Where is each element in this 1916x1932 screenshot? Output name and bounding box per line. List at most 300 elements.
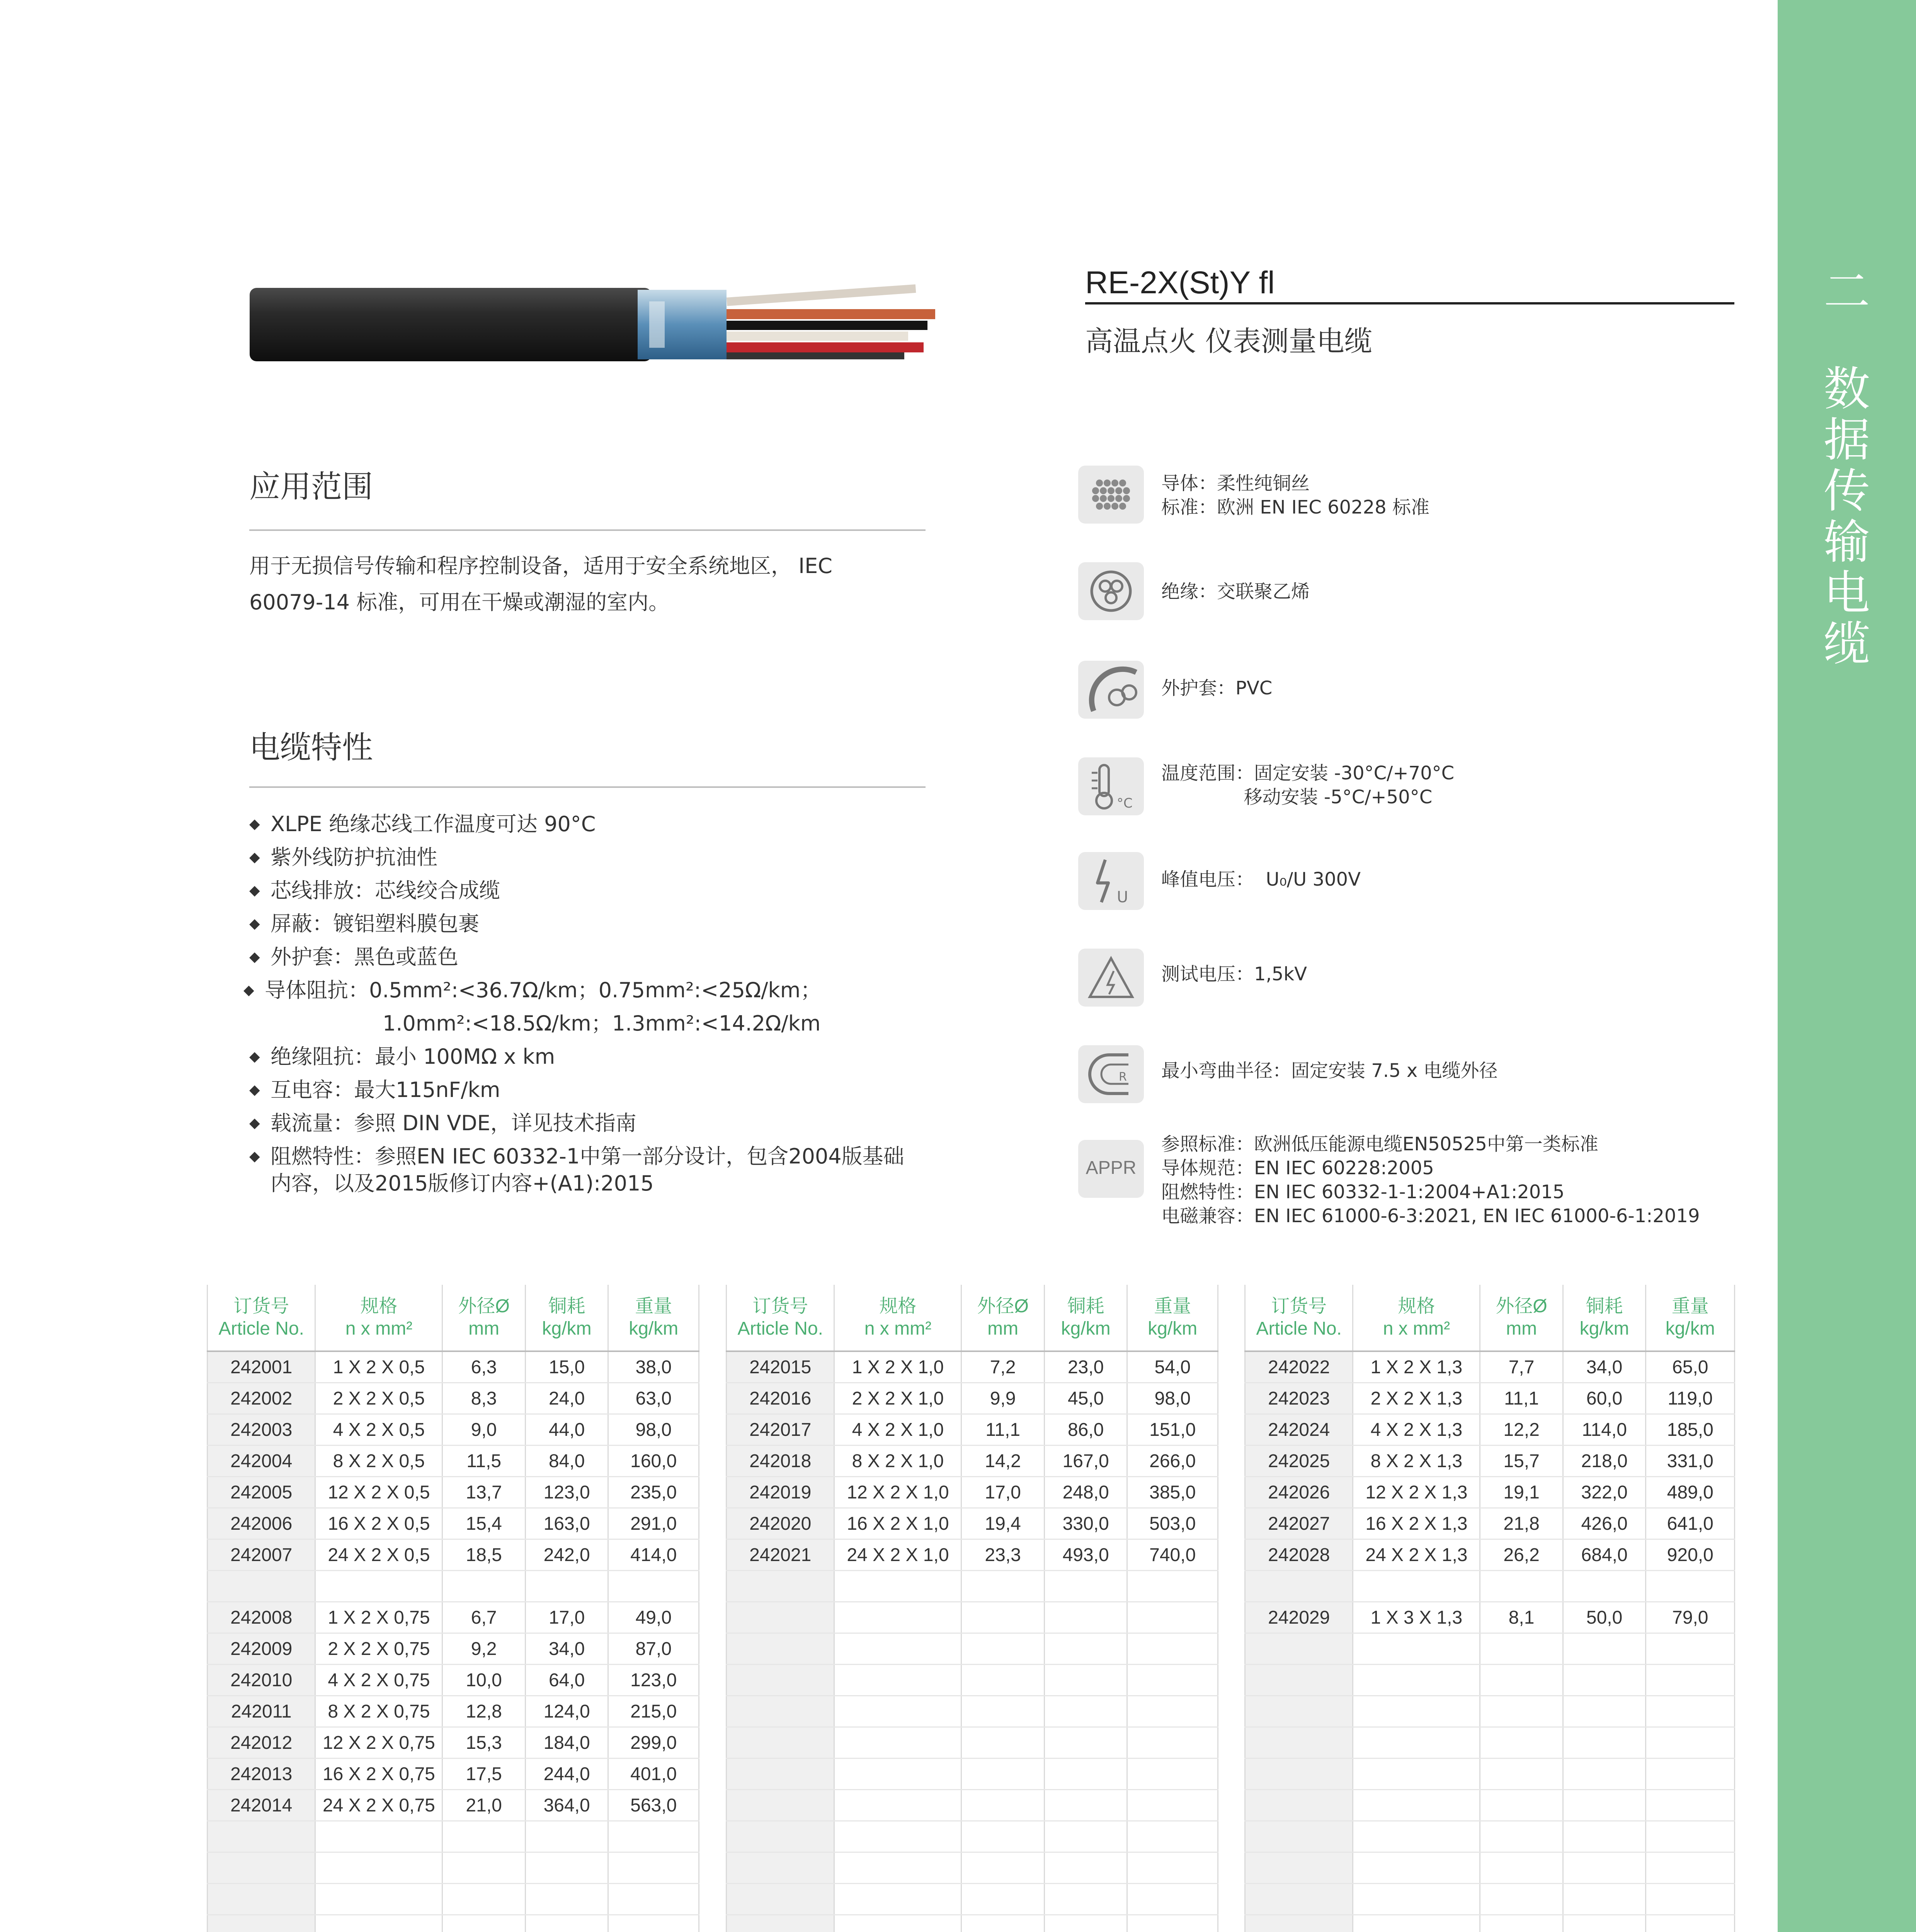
table-cell: 26,2 xyxy=(1480,1539,1563,1571)
table-cell: 34,0 xyxy=(525,1633,608,1665)
table-cell: 60,0 xyxy=(1563,1383,1646,1414)
table-cell xyxy=(1127,1727,1218,1759)
table-cell: 242011 xyxy=(208,1696,315,1727)
table-cell: 12,2 xyxy=(1480,1414,1563,1446)
table-cell: 2 X 2 X 1,0 xyxy=(834,1383,961,1414)
feature-item: ◆ 阻燃特性：参照EN IEC 60332-1中第一部分设计，包含2004版基础 内容，以及2015版修订内容+(A1):2015 xyxy=(249,1143,945,1197)
table-cell xyxy=(961,1821,1044,1852)
table-row xyxy=(1245,1915,1735,1932)
conductor-strands-icon xyxy=(1078,466,1144,524)
table-cell xyxy=(1245,1915,1353,1932)
table-cell xyxy=(1044,1884,1127,1915)
table-cell: 7,2 xyxy=(961,1351,1044,1383)
table-cell xyxy=(727,1571,834,1602)
table-cell xyxy=(1563,1915,1646,1932)
table-cell xyxy=(1353,1852,1480,1884)
table-cell xyxy=(1563,1727,1646,1759)
table-cell: 242005 xyxy=(208,1477,315,1508)
table-cell: 21,0 xyxy=(442,1790,525,1821)
table-cell xyxy=(525,1884,608,1915)
table-cell xyxy=(1044,1602,1127,1633)
table-cell xyxy=(1127,1915,1218,1932)
diamond-bullet-icon: ◆ xyxy=(249,1115,260,1131)
table-cell: 24 X 2 X 1,0 xyxy=(834,1539,961,1571)
table-cell xyxy=(608,1852,699,1884)
table-cell: 242013 xyxy=(208,1759,315,1790)
column-header-en: kg/km xyxy=(1579,1318,1629,1339)
table-cell: 11,5 xyxy=(442,1446,525,1477)
column-header-cn: 规格 xyxy=(879,1296,917,1316)
table-cell xyxy=(1127,1571,1218,1602)
table-cell xyxy=(525,1821,608,1852)
table-row xyxy=(727,1477,1218,1508)
table-cell: 4 X 2 X 0,5 xyxy=(315,1414,442,1446)
column-header-en: kg/km xyxy=(542,1318,592,1339)
section-divider xyxy=(249,529,926,531)
column-header-cn: 订货号 xyxy=(1271,1296,1327,1316)
column-header xyxy=(442,1285,525,1351)
column-header-en: kg/km xyxy=(1148,1318,1198,1339)
table-cell xyxy=(727,1852,834,1884)
column-header-en: Article No. xyxy=(737,1318,823,1339)
table-cell xyxy=(1480,1821,1563,1852)
table-cell xyxy=(1646,1759,1735,1790)
column-header-en: Article No. xyxy=(218,1318,304,1339)
table-cell xyxy=(1353,1727,1480,1759)
table-cell: 114,0 xyxy=(1563,1414,1646,1446)
table-cell: 1 X 2 X 1,3 xyxy=(1353,1351,1480,1383)
diamond-bullet-icon: ◆ xyxy=(249,1148,260,1164)
table-cell: 24,0 xyxy=(525,1383,608,1414)
chapter-title xyxy=(1778,267,1916,670)
table-cell: 19,1 xyxy=(1480,1477,1563,1508)
feature-item: ◆ 外护套：黑色或蓝色 xyxy=(249,940,945,974)
table-cell xyxy=(1245,1727,1353,1759)
column-header-cn: 铜耗 xyxy=(1586,1296,1623,1316)
table-cell xyxy=(1127,1821,1218,1852)
column-header-en: n x mm² xyxy=(864,1318,932,1339)
column-header-en: kg/km xyxy=(1061,1318,1111,1339)
table-cell xyxy=(1353,1821,1480,1852)
table-row xyxy=(727,1915,1218,1932)
table-cell xyxy=(1127,1884,1218,1915)
svg-text:R: R xyxy=(1119,1070,1127,1084)
table-cell: 50,0 xyxy=(1563,1602,1646,1633)
diamond-bullet-icon: ◆ xyxy=(249,816,260,832)
column-header xyxy=(1245,1285,1353,1351)
table-cell xyxy=(1044,1852,1127,1884)
table-cell: 15,0 xyxy=(525,1351,608,1383)
column-header-cn: 外径Ø xyxy=(1496,1296,1547,1316)
table-cell xyxy=(1245,1696,1353,1727)
feature-item: ◆ 屏蔽：镀铝塑料膜包裹 xyxy=(249,907,945,940)
features-heading: 电缆特性 xyxy=(249,730,373,765)
table-cell xyxy=(1353,1571,1480,1602)
spec-peak-voltage-text: 峰值电压： U₀/U 300V xyxy=(1161,869,1361,890)
table-row xyxy=(727,1759,1218,1790)
table-row xyxy=(208,1383,699,1414)
table-cell: 49,0 xyxy=(608,1602,699,1633)
table-cell: 13,7 xyxy=(442,1477,525,1508)
table-cell xyxy=(208,1571,315,1602)
table-cell xyxy=(1245,1665,1353,1696)
table-cell xyxy=(1245,1633,1353,1665)
spec-insulation-text: 绝缘：交联聚乙烯 xyxy=(1161,581,1310,602)
table-cell: 242021 xyxy=(727,1539,834,1571)
table-cell: 8 X 2 X 0,5 xyxy=(315,1446,442,1477)
column-header-en: n x mm² xyxy=(1383,1318,1450,1339)
table-cell xyxy=(208,1884,315,1915)
table-cell xyxy=(1245,1884,1353,1915)
table-cell xyxy=(1480,1852,1563,1884)
table-cell xyxy=(961,1884,1044,1915)
table-cell xyxy=(834,1915,961,1932)
table-cell xyxy=(834,1696,961,1727)
column-header-cn: 外径Ø xyxy=(977,1296,1029,1316)
table-cell: 244,0 xyxy=(525,1759,608,1790)
table-cell: 45,0 xyxy=(1044,1383,1127,1414)
table-row xyxy=(1245,1633,1735,1665)
table-cell xyxy=(442,1915,525,1932)
column-header-cn: 订货号 xyxy=(233,1296,289,1316)
column-header-en: mm xyxy=(468,1318,500,1339)
table-cell: 1 X 2 X 0,5 xyxy=(315,1351,442,1383)
table-cell xyxy=(1480,1790,1563,1821)
table-cell: 242004 xyxy=(208,1446,315,1477)
table-cell xyxy=(727,1821,834,1852)
table-row xyxy=(1245,1696,1735,1727)
column-header xyxy=(1646,1285,1735,1351)
table-cell: 16 X 2 X 1,0 xyxy=(834,1508,961,1539)
table-cell xyxy=(1245,1852,1353,1884)
table-row xyxy=(727,1633,1218,1665)
table-row xyxy=(208,1571,699,1602)
table-cell xyxy=(1353,1665,1480,1696)
table-cell xyxy=(1646,1852,1735,1884)
table-cell xyxy=(961,1571,1044,1602)
table-row xyxy=(208,1539,699,1571)
table-row xyxy=(208,1602,699,1633)
table-cell: 2 X 2 X 0,75 xyxy=(315,1633,442,1665)
table-cell xyxy=(1044,1571,1127,1602)
table-cell xyxy=(961,1602,1044,1633)
table-cell: 242018 xyxy=(727,1446,834,1477)
table-row xyxy=(1245,1539,1735,1571)
table-cell: 2 X 2 X 0,5 xyxy=(315,1383,442,1414)
table-cell: 11,1 xyxy=(961,1414,1044,1446)
table-row xyxy=(727,1821,1218,1852)
spec-sheath-text: 外护套：PVC xyxy=(1161,677,1273,699)
table-cell: 185,0 xyxy=(1646,1414,1735,1446)
table-row xyxy=(1245,1821,1735,1852)
table-cell: 235,0 xyxy=(608,1477,699,1508)
column-header-cn: 重量 xyxy=(1154,1296,1191,1316)
table-row xyxy=(727,1727,1218,1759)
table-cell: 489,0 xyxy=(1646,1477,1735,1508)
table-cell: 331,0 xyxy=(1646,1446,1735,1477)
table-row xyxy=(727,1602,1218,1633)
table-cell: 242009 xyxy=(208,1633,315,1665)
table-cell: 563,0 xyxy=(608,1790,699,1821)
table-row xyxy=(208,1915,699,1932)
table-cell xyxy=(1646,1696,1735,1727)
table-cell xyxy=(834,1602,961,1633)
feature-item: ◆ 芯线排放：芯线绞合成缆 xyxy=(249,874,945,907)
table-cell xyxy=(315,1884,442,1915)
table-cell: 17,0 xyxy=(525,1602,608,1633)
application-text xyxy=(249,548,929,621)
column-header xyxy=(1044,1285,1127,1351)
table-cell: 15,7 xyxy=(1480,1446,1563,1477)
table-cell xyxy=(1353,1915,1480,1932)
table-row xyxy=(1245,1446,1735,1477)
table-cell xyxy=(1044,1696,1127,1727)
table-cell: 242026 xyxy=(1245,1477,1353,1508)
table-row xyxy=(1245,1477,1735,1508)
table-cell xyxy=(1127,1633,1218,1665)
table-cell: 242010 xyxy=(208,1665,315,1696)
diamond-bullet-icon: ◆ xyxy=(249,1082,260,1098)
table-cell: 299,0 xyxy=(608,1727,699,1759)
table-cell xyxy=(1563,1884,1646,1915)
table-cell: 119,0 xyxy=(1646,1383,1735,1414)
table-cell xyxy=(525,1571,608,1602)
table-row xyxy=(208,1884,699,1915)
table-row xyxy=(1245,1383,1735,1414)
table-cell xyxy=(1353,1759,1480,1790)
table-cell xyxy=(961,1727,1044,1759)
table-row xyxy=(208,1508,699,1539)
table-cell xyxy=(1127,1665,1218,1696)
table-row xyxy=(208,1351,699,1383)
table-cell xyxy=(608,1884,699,1915)
application-heading: 应用范围 xyxy=(249,469,373,505)
table-cell: 426,0 xyxy=(1563,1508,1646,1539)
table-row xyxy=(208,1414,699,1446)
spec-table xyxy=(207,1285,699,1932)
table-cell: 11,1 xyxy=(1480,1383,1563,1414)
table-row xyxy=(1245,1508,1735,1539)
table-cell: 8 X 2 X 1,0 xyxy=(834,1446,961,1477)
table-cell xyxy=(1480,1915,1563,1932)
table-cell xyxy=(608,1821,699,1852)
table-row xyxy=(208,1446,699,1477)
table-cell: 24 X 2 X 1,3 xyxy=(1353,1539,1480,1571)
column-header xyxy=(608,1285,699,1351)
table-cell: 242003 xyxy=(208,1414,315,1446)
table-cell: 242008 xyxy=(208,1602,315,1633)
table-cell: 17,5 xyxy=(442,1759,525,1790)
table-cell: 86,0 xyxy=(1044,1414,1127,1446)
table-cell: 18,5 xyxy=(442,1539,525,1571)
table-row xyxy=(727,1790,1218,1821)
table-row xyxy=(208,1477,699,1508)
table-cell xyxy=(961,1633,1044,1665)
table-cell xyxy=(525,1915,608,1932)
column-header-en: n x mm² xyxy=(345,1318,413,1339)
column-header xyxy=(1563,1285,1646,1351)
application-line: 用于无损信号传输和程序控制设备，适用于安全系统地区， IEC xyxy=(249,554,832,578)
table-cell xyxy=(1646,1790,1735,1821)
table-row xyxy=(727,1414,1218,1446)
table-cell xyxy=(1044,1633,1127,1665)
diamond-bullet-icon: ◆ xyxy=(249,849,260,865)
table-cell xyxy=(727,1633,834,1665)
table-cell: 242006 xyxy=(208,1508,315,1539)
table-cell: 242020 xyxy=(727,1508,834,1539)
column-header xyxy=(961,1285,1044,1351)
table-cell: 65,0 xyxy=(1646,1351,1735,1383)
outer-sheath-icon xyxy=(1078,661,1144,719)
table-cell xyxy=(1245,1759,1353,1790)
table-cell: 215,0 xyxy=(608,1696,699,1727)
table-cell: 12 X 2 X 0,5 xyxy=(315,1477,442,1508)
table-cell xyxy=(834,1852,961,1884)
column-header xyxy=(834,1285,961,1351)
table-cell xyxy=(315,1821,442,1852)
table-cell xyxy=(1480,1665,1563,1696)
table-row xyxy=(208,1821,699,1852)
bending-radius-icon xyxy=(1078,1045,1144,1103)
table-cell xyxy=(1353,1633,1480,1665)
table-header-row xyxy=(727,1285,1218,1351)
table-cell xyxy=(608,1571,699,1602)
chapter-char: 电 xyxy=(1824,566,1870,620)
column-header-cn: 规格 xyxy=(360,1296,398,1316)
table-cell: 242019 xyxy=(727,1477,834,1508)
table-cell: 15,3 xyxy=(442,1727,525,1759)
table-cell: 493,0 xyxy=(1044,1539,1127,1571)
table-cell xyxy=(1353,1790,1480,1821)
table-cell: 684,0 xyxy=(1563,1539,1646,1571)
table-cell xyxy=(1044,1790,1127,1821)
table-cell: 167,0 xyxy=(1044,1446,1127,1477)
table-cell: 364,0 xyxy=(525,1790,608,1821)
table-cell xyxy=(1127,1852,1218,1884)
table-cell xyxy=(961,1790,1044,1821)
table-row xyxy=(1245,1727,1735,1759)
table-row xyxy=(1245,1884,1735,1915)
table-row xyxy=(727,1383,1218,1414)
table-cell: 4 X 2 X 1,3 xyxy=(1353,1414,1480,1446)
table-cell: 160,0 xyxy=(608,1446,699,1477)
product-subtitle: 高温点火 仪表测量电缆 xyxy=(1085,325,1372,357)
table-cell: 266,0 xyxy=(1127,1446,1218,1477)
table-cell xyxy=(1044,1759,1127,1790)
table-cell xyxy=(442,1821,525,1852)
table-row xyxy=(727,1665,1218,1696)
table-row xyxy=(1245,1790,1735,1821)
chapter-char: 传 xyxy=(1824,464,1870,518)
table-cell: 242012 xyxy=(208,1727,315,1759)
table-row xyxy=(1245,1759,1735,1790)
table-row xyxy=(1245,1414,1735,1446)
column-header-cn: 铜耗 xyxy=(1067,1296,1104,1316)
table-cell: 98,0 xyxy=(1127,1383,1218,1414)
table-cell xyxy=(608,1915,699,1932)
svg-text:°C: °C xyxy=(1117,796,1133,811)
table-cell xyxy=(1245,1571,1353,1602)
table-cell xyxy=(1127,1602,1218,1633)
title-rule xyxy=(1085,302,1734,304)
table-cell: 740,0 xyxy=(1127,1539,1218,1571)
table-cell xyxy=(1480,1696,1563,1727)
table-cell: 242002 xyxy=(208,1383,315,1414)
table-row xyxy=(1245,1852,1735,1884)
column-header-en: Article No. xyxy=(1256,1318,1342,1339)
table-cell xyxy=(1127,1696,1218,1727)
table-row xyxy=(1245,1602,1735,1633)
table-cell xyxy=(1044,1821,1127,1852)
table-cell: 16 X 2 X 0,5 xyxy=(315,1508,442,1539)
table-cell: 15,4 xyxy=(442,1508,525,1539)
column-header-en: kg/km xyxy=(1665,1318,1715,1339)
column-header xyxy=(208,1285,315,1351)
table-cell xyxy=(834,1633,961,1665)
column-header xyxy=(1353,1285,1480,1351)
table-cell: 12 X 2 X 0,75 xyxy=(315,1727,442,1759)
cable-product-image xyxy=(247,270,955,371)
table-cell xyxy=(1480,1633,1563,1665)
table-cell: 12,8 xyxy=(442,1696,525,1727)
table-cell xyxy=(834,1790,961,1821)
table-cell xyxy=(727,1759,834,1790)
insulation-cores-icon xyxy=(1078,562,1144,620)
table-cell: 124,0 xyxy=(525,1696,608,1727)
spec-temperature-text: 温度范围：固定安装 -30°C/+70°C 移动安装 -5°C/+50°C xyxy=(1161,762,1455,808)
table-cell xyxy=(1563,1790,1646,1821)
thermometer-icon xyxy=(1078,757,1144,815)
table-cell xyxy=(834,1759,961,1790)
table-cell: 242028 xyxy=(1245,1539,1353,1571)
table-cell: 330,0 xyxy=(1044,1508,1127,1539)
table-cell: 63,0 xyxy=(608,1383,699,1414)
feature-item: ◆ XLPE 绝缘芯线工作温度可达 90°C xyxy=(249,808,945,841)
approval-icon xyxy=(1078,1140,1144,1198)
table-cell: 123,0 xyxy=(608,1665,699,1696)
column-header xyxy=(727,1285,834,1351)
table-row xyxy=(208,1790,699,1821)
table-cell xyxy=(1563,1665,1646,1696)
table-cell xyxy=(442,1884,525,1915)
spec-test-voltage-text: 测试电压：1,5kV xyxy=(1161,963,1307,985)
column-header xyxy=(525,1285,608,1351)
table-cell xyxy=(961,1665,1044,1696)
table-header-row xyxy=(208,1285,699,1351)
column-header-en: mm xyxy=(1506,1318,1537,1339)
table-row xyxy=(727,1351,1218,1383)
table-cell xyxy=(1245,1790,1353,1821)
table-cell: 19,4 xyxy=(961,1508,1044,1539)
table-row xyxy=(727,1446,1218,1477)
table-cell: 242029 xyxy=(1245,1602,1353,1633)
table-cell xyxy=(1563,1821,1646,1852)
table-cell xyxy=(208,1915,315,1932)
column-header-cn: 重量 xyxy=(635,1296,672,1316)
table-row xyxy=(1245,1665,1735,1696)
table-cell: 12 X 2 X 1,3 xyxy=(1353,1477,1480,1508)
table-cell: 4 X 2 X 0,75 xyxy=(315,1665,442,1696)
test-voltage-icon xyxy=(1078,949,1144,1007)
table-cell xyxy=(834,1727,961,1759)
table-cell: 8 X 2 X 1,3 xyxy=(1353,1446,1480,1477)
column-header xyxy=(1480,1285,1563,1351)
table-cell xyxy=(727,1790,834,1821)
table-cell: 16 X 2 X 1,3 xyxy=(1353,1508,1480,1539)
table-cell: 4 X 2 X 1,0 xyxy=(834,1414,961,1446)
table-row xyxy=(208,1727,699,1759)
table-cell: 242027 xyxy=(1245,1508,1353,1539)
